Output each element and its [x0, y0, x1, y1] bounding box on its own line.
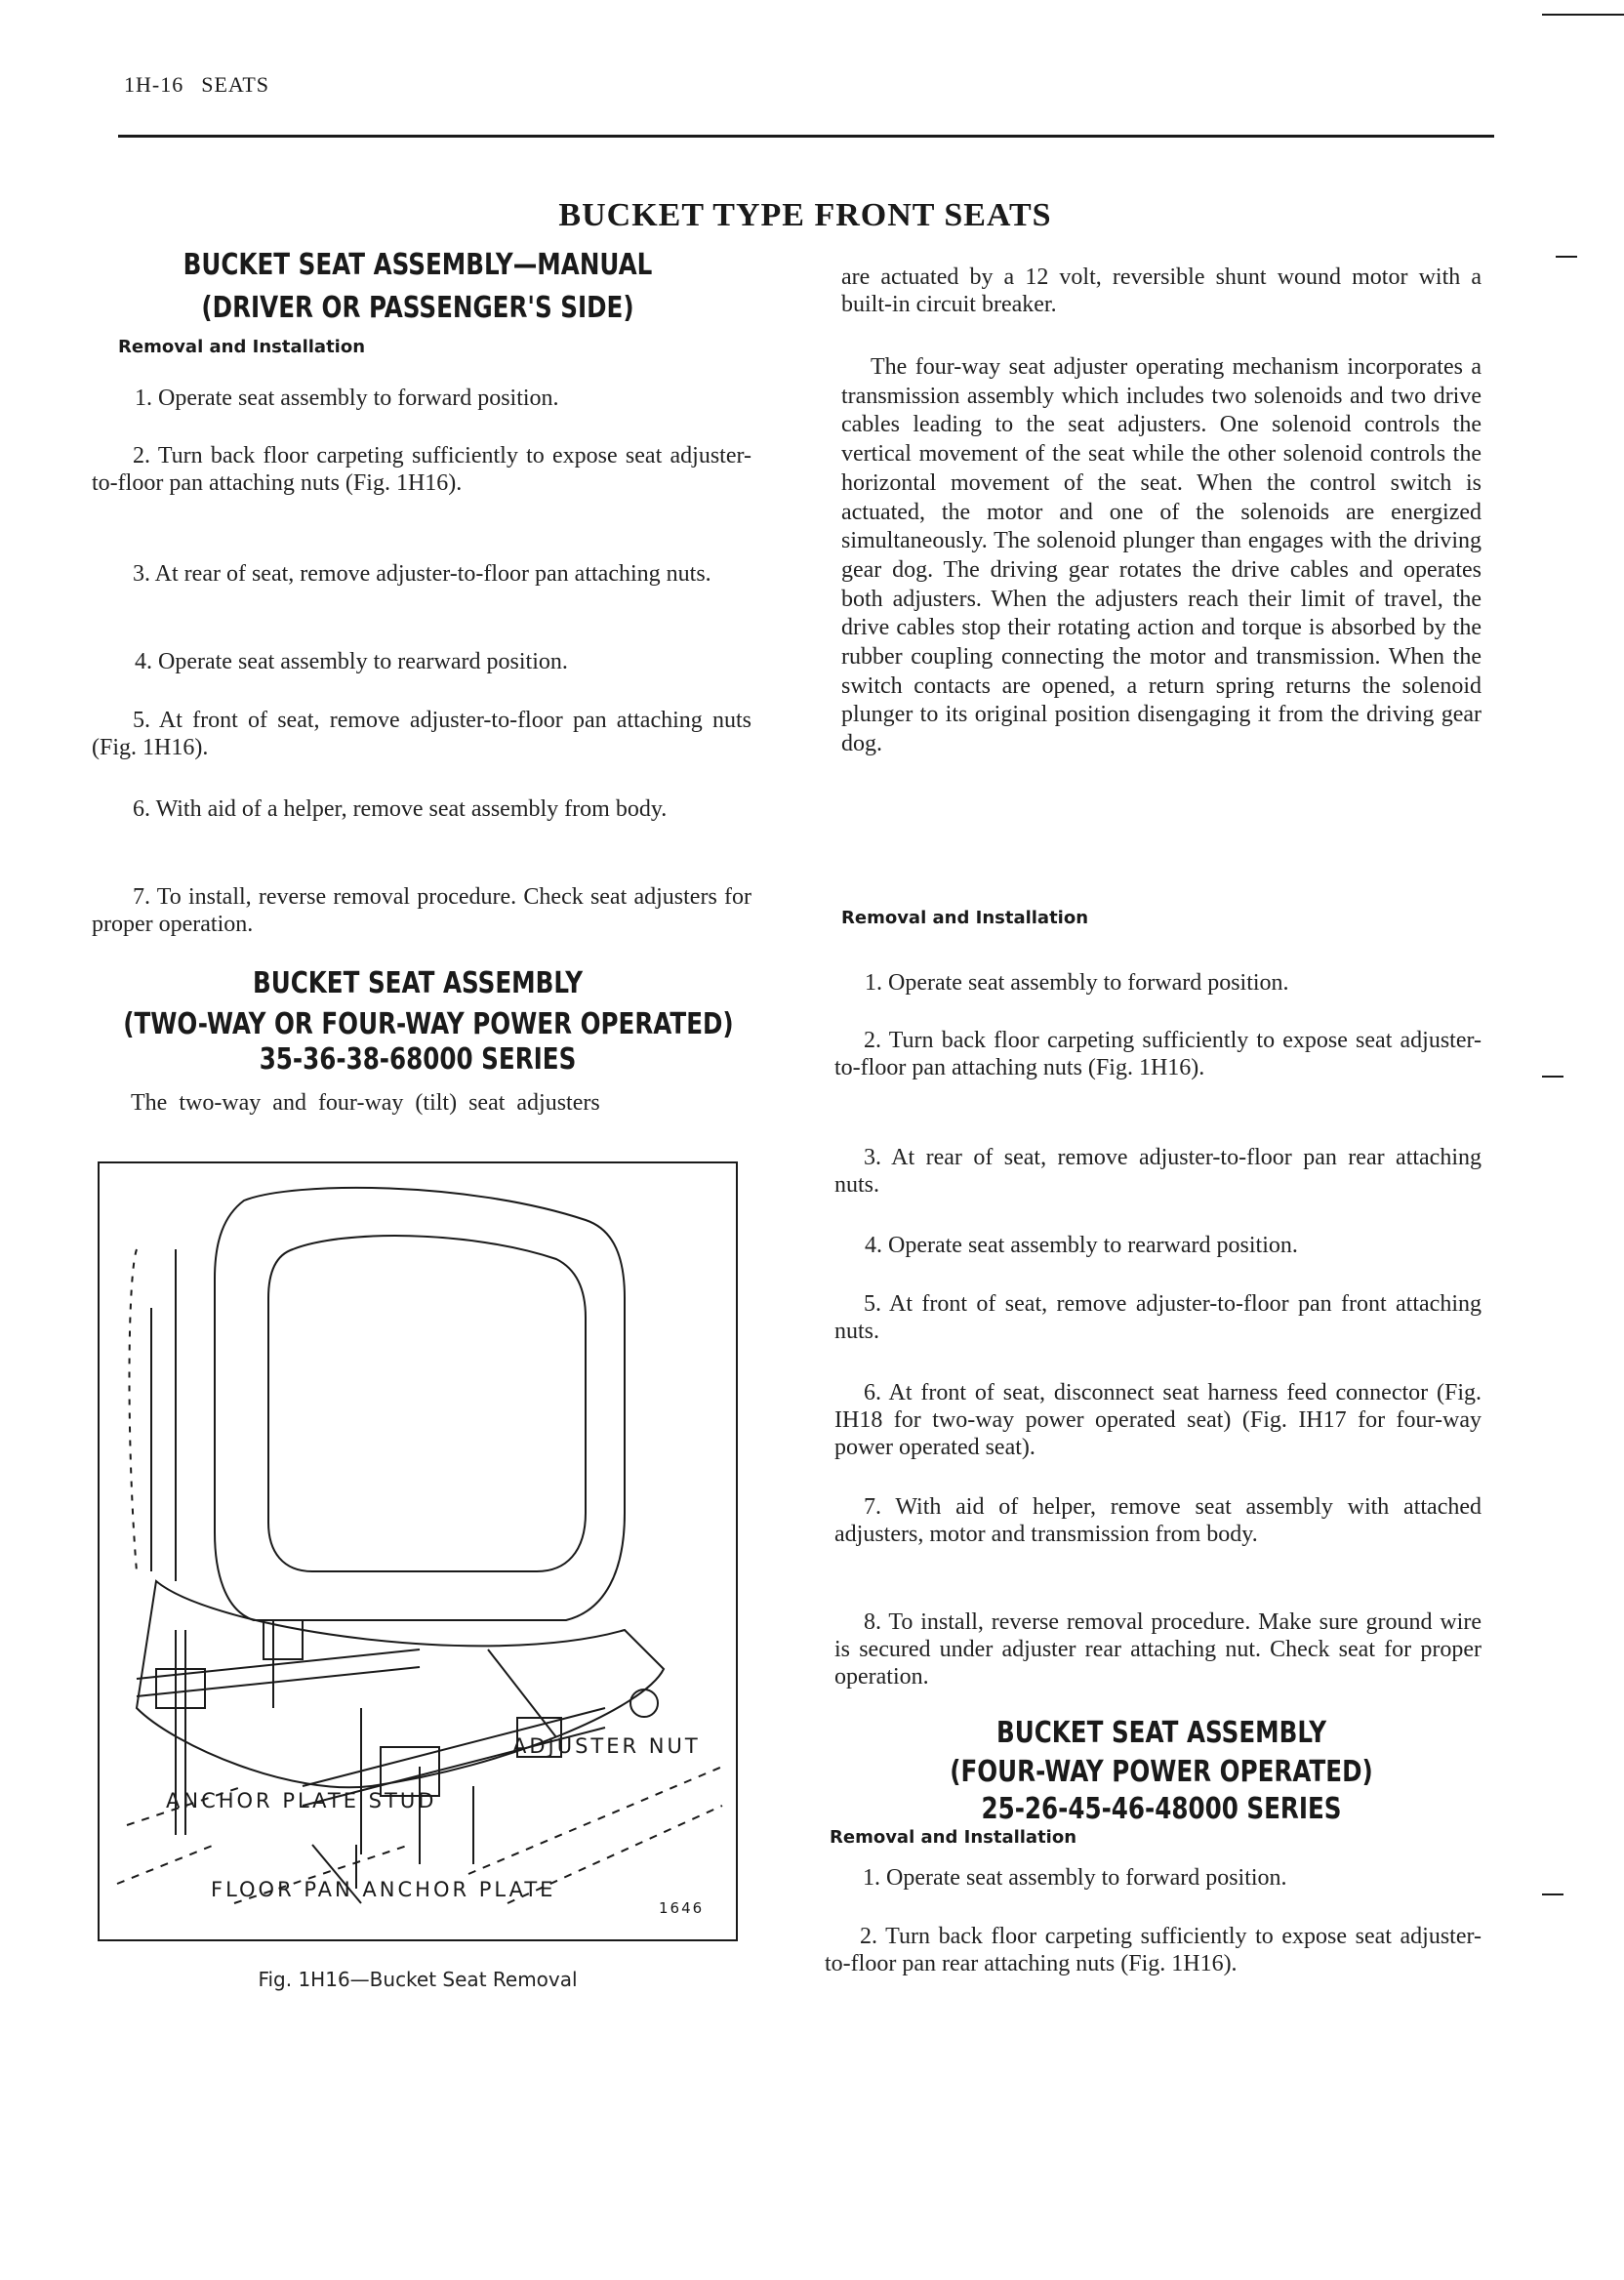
- paragraph: The four-way seat adjuster operating mechanism incorporates a transmission assembly which includes two solenoids and two drive cables leading to the seat adjusters. One solenoid controls the vertical movement of the seat while the other solenoid controls the horizontal movement of the seat. When the control switch is actuated, the motor and one of the solenoids are energized simultaneously. The solenoid plunger than engages with the driving gear dog. The driving gear rotates the drive cables and operates both adjusters. When the adjusters reach their limit of travel, the drive cables stop their rotating action and torque is absorbed by the rubber coupling connecting the motor and transmission. When the switch contacts are opened, a return spring returns the solenoid plunger to its original position disengaging it from the driving gear dog.: [841, 354, 1482, 757]
- step: 2. Turn back floor carpeting sufficiently to expose seat adjuster-to-floor pan attaching nuts (Fig. 1H16).: [834, 1028, 1482, 1080]
- step: 1. Operate seat assembly to forward position.: [863, 1865, 1287, 1891]
- heading-manual-line2: (DRIVER OR PASSENGER'S SIDE): [201, 291, 634, 325]
- step: 4. Operate seat assembly to rearward position.: [865, 1233, 1298, 1258]
- label-anchor-plate-stud: ANCHOR PLATE STUD: [166, 1789, 437, 1812]
- heading-power-line3: 35-36-38-68000 SERIES: [259, 1042, 577, 1077]
- page-title: BUCKET TYPE FRONT SEATS: [558, 197, 1052, 233]
- heading-fourway-line3: 25-26-45-46-48000 SERIES: [981, 1792, 1342, 1826]
- corner-rule: [1542, 14, 1624, 16]
- page-header: [124, 72, 269, 98]
- subhead-removal: Removal and Installation: [118, 337, 366, 357]
- step: 6. With aid of a helper, remove seat assembly from body.: [133, 796, 668, 822]
- label-floor-pan-anchor-plate: FLOOR PAN ANCHOR PLATE: [211, 1878, 556, 1901]
- step: 2. Turn back floor carpeting sufficiently to expose seat adjuster-to-floor pan attaching nuts (Fig. 1H16).: [92, 443, 751, 496]
- figure-caption: Fig. 1H16—Bucket Seat Removal: [258, 1968, 578, 1991]
- heading-fourway-line2: (FOUR-WAY POWER OPERATED): [950, 1755, 1373, 1789]
- heading-fourway-line1: BUCKET SEAT ASSEMBLY: [995, 1716, 1327, 1750]
- step: 1. Operate seat assembly to forward position.: [135, 386, 559, 411]
- step: 5. At front of seat, remove adjuster-to-floor pan attaching nuts (Fig. 1H16).: [92, 708, 751, 760]
- intro-text: The two-way and four-way (tilt) seat adjusters: [131, 1090, 600, 1116]
- header-rule: [118, 135, 1494, 138]
- subhead-removal: Removal and Installation: [841, 908, 1089, 928]
- step: 4. Operate seat assembly to rearward position.: [135, 649, 568, 674]
- margin-tick: [1542, 1076, 1563, 1078]
- margin-tick: [1542, 1893, 1563, 1895]
- step: 7. To install, reverse removal procedure. Check seat adjusters for proper operation.: [92, 884, 751, 937]
- figure-bucket-seat-removal: [98, 1161, 738, 1942]
- step: 3. At rear of seat, remove adjuster-to-floor pan attaching nuts.: [133, 561, 711, 587]
- step: 7. With aid of helper, remove seat assembly with attached adjusters, motor and transmission from body.: [834, 1494, 1482, 1547]
- heading-power-line2: (TWO-WAY OR FOUR-WAY POWER OPERATED): [123, 1007, 734, 1041]
- margin-tick: [1556, 256, 1577, 258]
- step: 3. At rear of seat, remove adjuster-to-floor pan rear attaching nuts.: [834, 1145, 1482, 1198]
- step: 6. At front of seat, disconnect seat harness feed connector (Fig. IH18 for two-way power operated seat) (Fig. IH17 for four-way power operated seat).: [834, 1380, 1482, 1460]
- paragraph: are actuated by a 12 volt, reversible shunt wound motor with a built-in circuit breaker.: [841, 265, 1482, 317]
- section-name: SEATS: [201, 72, 270, 97]
- page-number: 1H-16: [124, 72, 184, 97]
- step: 8. To install, reverse removal procedure. Make sure ground wire is secured under adjuster rear attaching nut. Check seat for proper operation.: [834, 1609, 1482, 1690]
- figure-number: 1646: [659, 1899, 705, 1917]
- heading-power-line1: BUCKET SEAT ASSEMBLY: [252, 966, 584, 1000]
- label-adjuster-nut: ADJUSTER NUT: [512, 1734, 701, 1758]
- figure-frame: [99, 1162, 737, 1940]
- step: 2. Turn back floor carpeting sufficiently to expose seat adjuster-to-floor pan rear attaching nuts (Fig. 1H16).: [825, 1924, 1482, 1976]
- subhead-removal: Removal and Installation: [830, 1827, 1077, 1848]
- figure-illustration: [98, 1161, 738, 1942]
- step: 1. Operate seat assembly to forward position.: [865, 970, 1289, 996]
- step: 5. At front of seat, remove adjuster-to-floor pan front attaching nuts.: [834, 1291, 1482, 1344]
- heading-manual-line1: BUCKET SEAT ASSEMBLY—MANUAL: [183, 248, 653, 282]
